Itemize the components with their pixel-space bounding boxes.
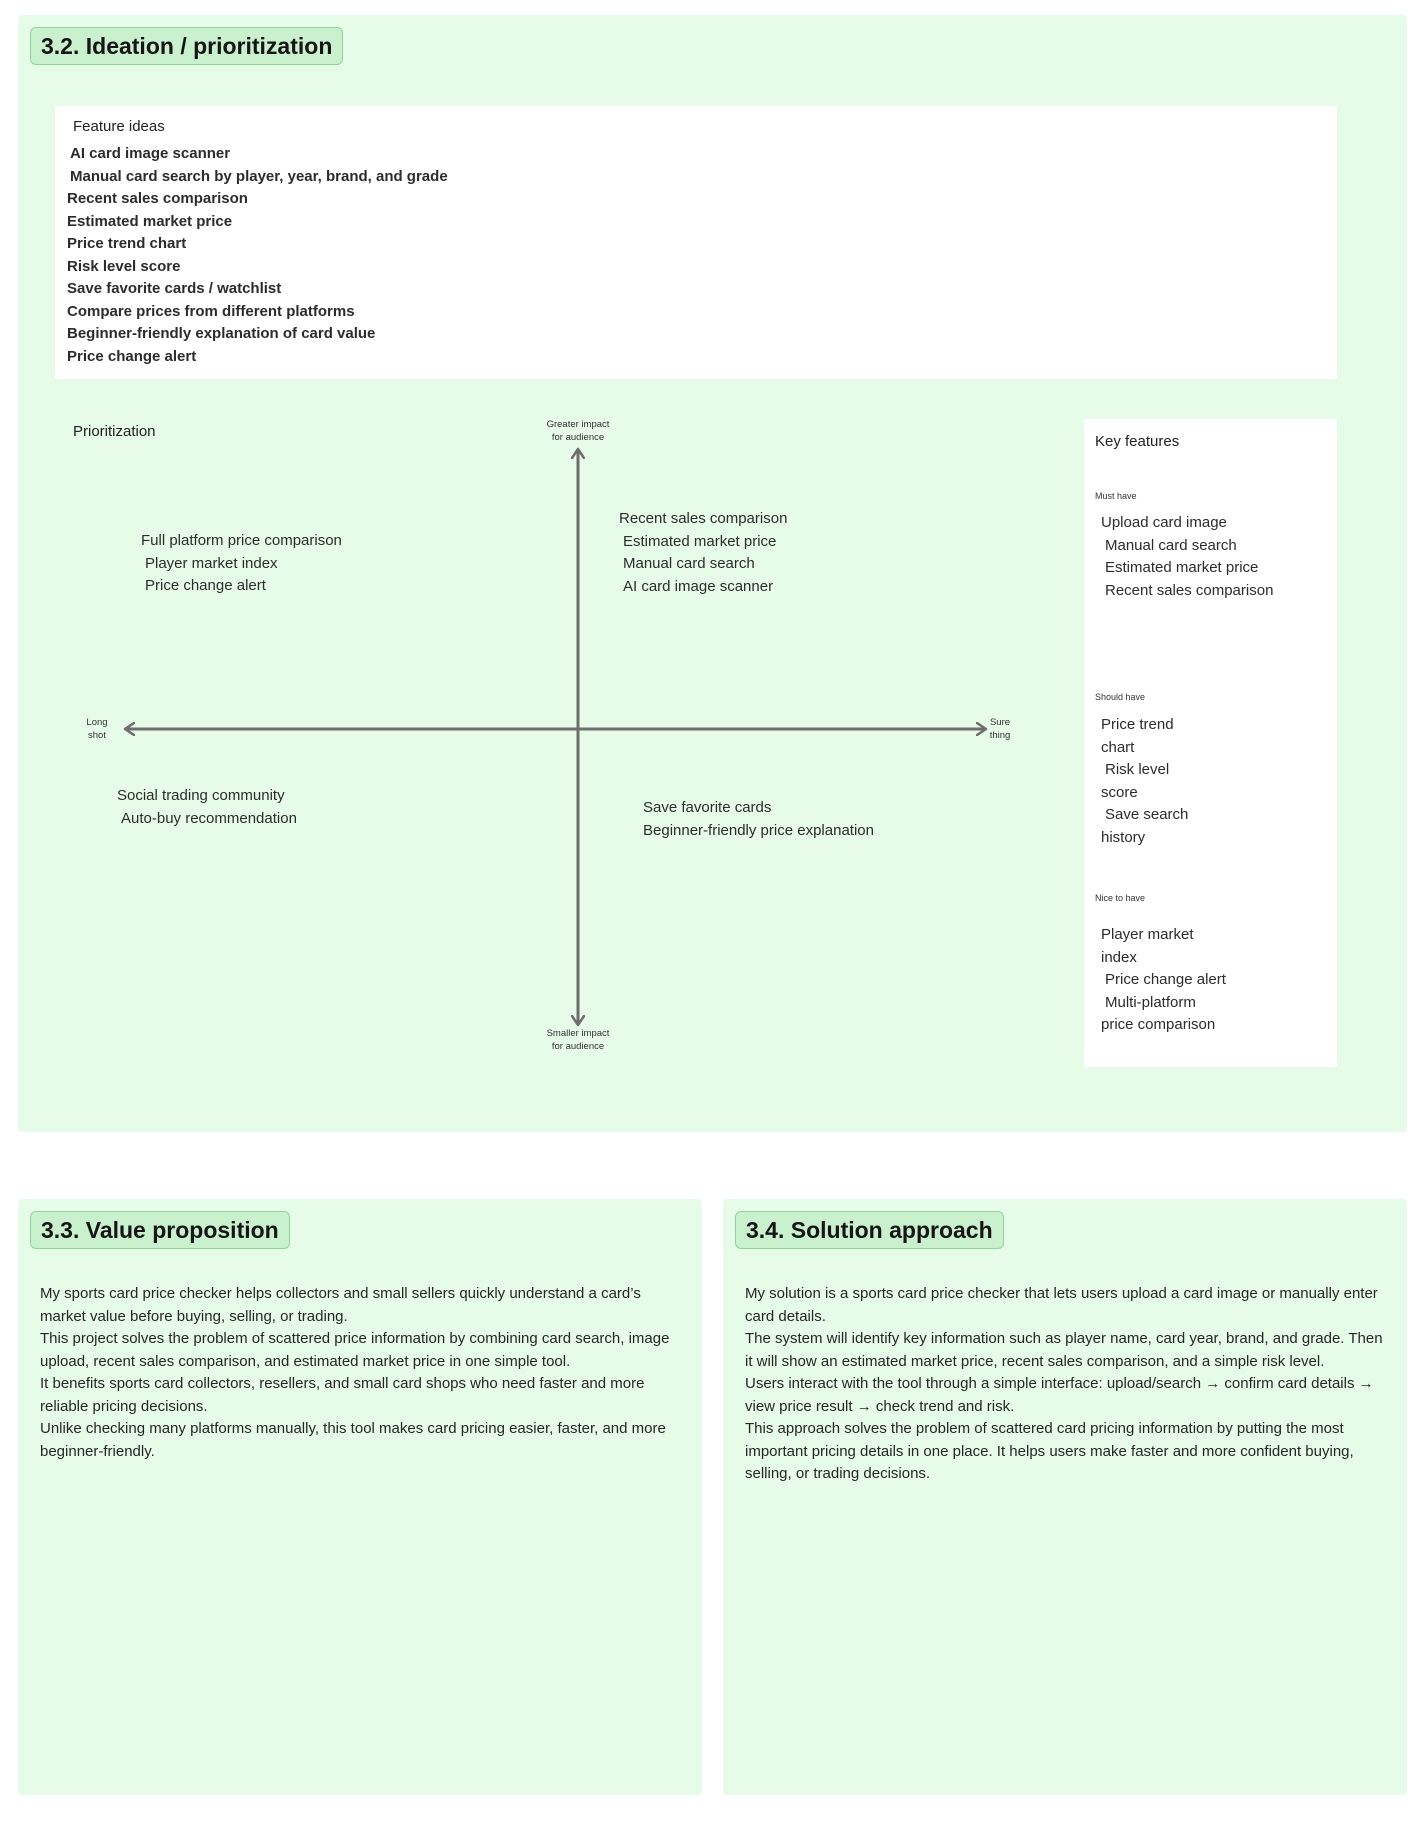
list-item: Recent sales comparison bbox=[1105, 581, 1274, 599]
list-item: Manual card search bbox=[1105, 536, 1237, 554]
list-item: Recent sales comparison bbox=[619, 510, 788, 527]
paragraph: My sports card price checker helps collectors and small sellers quickly understand a card’s market value before buying, selling, or trading. bbox=[40, 1285, 641, 1325]
paragraph: This approach solves the problem of scattered card pricing information by putting the most important pricing details in one place. It helps users make faster and more confident buying, selling, or trading decisions. bbox=[745, 1420, 1354, 1482]
section-value-proposition bbox=[18, 1199, 702, 1795]
list-item: Risk level bbox=[1105, 761, 1170, 778]
paragraph: This project solves the problem of scattered price information by combining card search, image upload, recent sales comparison, and estimated market price in one simple tool. bbox=[40, 1330, 670, 1370]
quadrant-bottom-left bbox=[117, 785, 297, 830]
list-item: Price trend chart bbox=[67, 235, 187, 252]
section-title-value: 3.3. Value proposition bbox=[30, 1211, 290, 1249]
solution-approach-text bbox=[745, 1283, 1385, 1486]
paragraph: Unlike checking many platforms manually, this tool makes card pricing easier, faster, and more beginner-friendly. bbox=[40, 1420, 666, 1460]
list-item: Estimated market price bbox=[623, 532, 777, 550]
quadrant-bottom-right bbox=[643, 797, 874, 842]
list-item: price comparison bbox=[1101, 1016, 1216, 1033]
list-item: Compare prices from different platforms bbox=[67, 302, 355, 320]
axis-label-top: Greater impact for audience bbox=[546, 419, 610, 443]
list-item: Manual card search bbox=[623, 555, 755, 572]
list-item: Save search bbox=[1105, 806, 1189, 823]
section-solution-approach bbox=[723, 1199, 1407, 1795]
list-item: Beginner-friendly explanation of card value bbox=[67, 325, 376, 342]
list-item: Price change alert bbox=[145, 577, 266, 594]
list-item: Full platform price comparison bbox=[141, 532, 342, 549]
should-have-list bbox=[1101, 714, 1188, 849]
list-item: AI card image scanner bbox=[70, 145, 231, 162]
must-have-label: Must have bbox=[1095, 491, 1137, 501]
list-item: score bbox=[1101, 783, 1138, 801]
list-item: Upload card image bbox=[1101, 514, 1227, 531]
prioritization-label: Prioritization bbox=[73, 423, 156, 440]
quadrant-top-left bbox=[141, 530, 342, 598]
list-item: Save favorite cards / watchlist bbox=[67, 280, 282, 297]
axis-label-left: Long shot bbox=[86, 717, 108, 741]
axis-label-right: Sure thing bbox=[989, 717, 1011, 741]
list-item: Price trend bbox=[1101, 716, 1174, 733]
axis-label-bottom: Smaller impact for audience bbox=[546, 1028, 610, 1052]
list-item: AI card image scanner bbox=[623, 577, 774, 595]
list-item: Risk level score bbox=[67, 257, 181, 275]
list-item: Save favorite cards bbox=[643, 799, 772, 816]
list-item: Beginner-friendly price explanation bbox=[643, 821, 874, 839]
paragraph: It benefits sports card collectors, resellers, and small card shops who need faster and more reliable pricing decisions. bbox=[40, 1375, 645, 1415]
quadrant-top-right bbox=[619, 508, 787, 598]
section-title-solution: 3.4. Solution approach bbox=[735, 1211, 1004, 1249]
list-item: Multi-platform bbox=[1105, 993, 1196, 1011]
list-item: Player market index bbox=[145, 554, 278, 572]
list-item: Price change alert bbox=[1105, 971, 1226, 988]
must-have-list bbox=[1101, 512, 1273, 602]
list-item: Manual card search by player, year, brand, and grade bbox=[70, 167, 448, 185]
section-title-ideation: 3.2. Ideation / prioritization bbox=[30, 27, 343, 65]
list-item: Social trading community bbox=[117, 787, 285, 804]
nice-to-have-list bbox=[1101, 924, 1226, 1037]
paragraph: Users interact with the tool through a simple interface: upload/search → confirm card details → view price result → check trend and risk. bbox=[745, 1375, 1374, 1415]
list-item: Player market bbox=[1101, 926, 1194, 943]
list-item: index bbox=[1101, 948, 1137, 966]
list-item: Estimated market price bbox=[1105, 559, 1259, 576]
list-item: Estimated market price bbox=[67, 212, 233, 230]
paragraph: The system will identify key information such as player name, card year, brand, and grade. Then it will show an estimated market price, recent sales comparison, and a simple risk level. bbox=[745, 1330, 1383, 1370]
nice-to-have-label: Nice to have bbox=[1095, 893, 1146, 903]
feature-ideas-heading: Feature ideas bbox=[73, 118, 165, 135]
section-ideation bbox=[18, 15, 1407, 1132]
list-item: Recent sales comparison bbox=[67, 190, 248, 207]
list-item: Auto-buy recommendation bbox=[121, 809, 297, 827]
key-features-title: Key features bbox=[1095, 433, 1180, 450]
list-item: chart bbox=[1101, 738, 1135, 756]
list-item: Price change alert bbox=[67, 347, 197, 365]
value-proposition-text bbox=[40, 1283, 680, 1463]
should-have-label: Should have bbox=[1095, 692, 1146, 702]
paragraph: My solution is a sports card price checker that lets users upload a card image or manually enter card details. bbox=[745, 1285, 1378, 1325]
key-features-card bbox=[1084, 419, 1337, 1067]
list-item: history bbox=[1101, 828, 1146, 846]
